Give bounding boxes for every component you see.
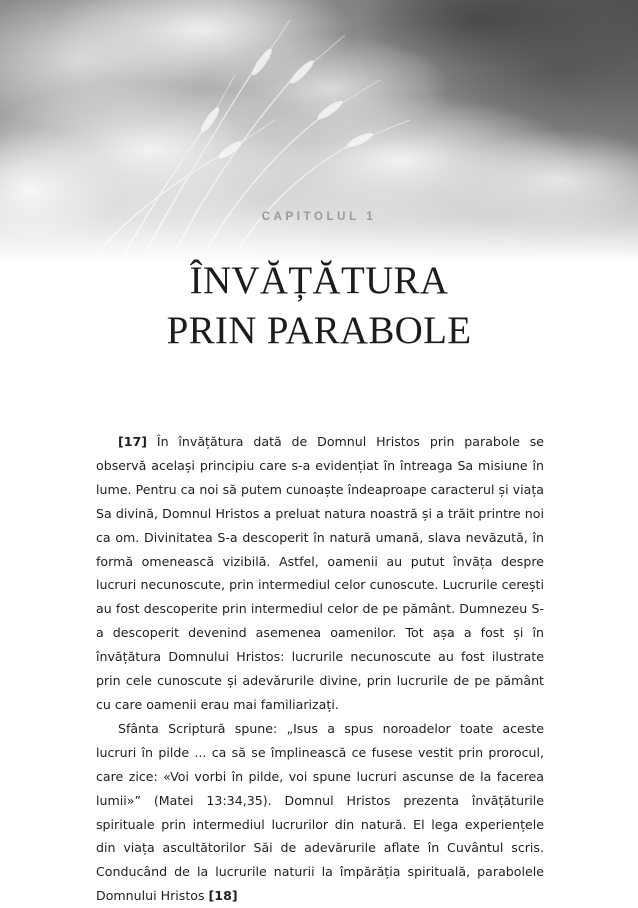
paragraph xyxy=(96,717,544,908)
paragraph-text: Sfânta Scriptură spune: „Isus a spus noroadelor toate aceste lucruri în pilde ... ca să se împlinească ce fusese vestit prin prorocul, care zice: «Voi vorbi în pilde, voi spune lucruri ascunse de la facerea lumii»” (Matei 13:34,35). Domnul Hristos prezenta învățăturile spirituale prin intermediul lucrurilor din natură. El lega experiențele din viața ascultătorilor Săi de adevărurile aflate în Cuvântul scris. Conducând de la lucrurile naturii la împărăția spirituală, parabolele Domnului Hristos xyxy=(96,720,544,904)
chapter-title-line-2: PRIN PARABOLE xyxy=(166,309,472,352)
paragraph xyxy=(96,430,544,717)
paragraph-text: În învățătura dată de Domnul Hristos prin parabole se observă același principiu care s-a evidențiat în întreaga Sa misiune în lume. Pentru ca noi să putem cunoaște îndeaproape caracterul și viața Sa divină, Domnul Hristos a preluat natura noastră și a trăit printre noi ca om. Divinitatea S-a descoperit în natură umană, slava nevăzută, în formă omenească vizibilă. Astfel, oamenii au putut învăța despre lucruri necunoscute, prin intermediul celor cunoscute. Lucrurile cerești au fost descoperite prin intermediul celor de pe pământ. Dumnezeu S-a descoperit devenind asemenea oamenilor. Tot așa a fost și în învățătura Domnului Hristos: lucrurile necunoscute au fost ilustrate prin cele cunoscute și adevărurile divine, prin lucrurile de pe pământ cu care oamenii erau mai familiarizați. xyxy=(96,434,544,712)
chapter-body xyxy=(96,430,544,908)
page-reference: [18] xyxy=(208,888,238,904)
chapter-title xyxy=(0,256,638,356)
chapter-label: CAPITOLUL 1 xyxy=(261,211,377,223)
page-reference: [17] xyxy=(118,434,148,449)
chapter-title-line-1: ÎNVĂȚĂTURA xyxy=(189,259,449,302)
